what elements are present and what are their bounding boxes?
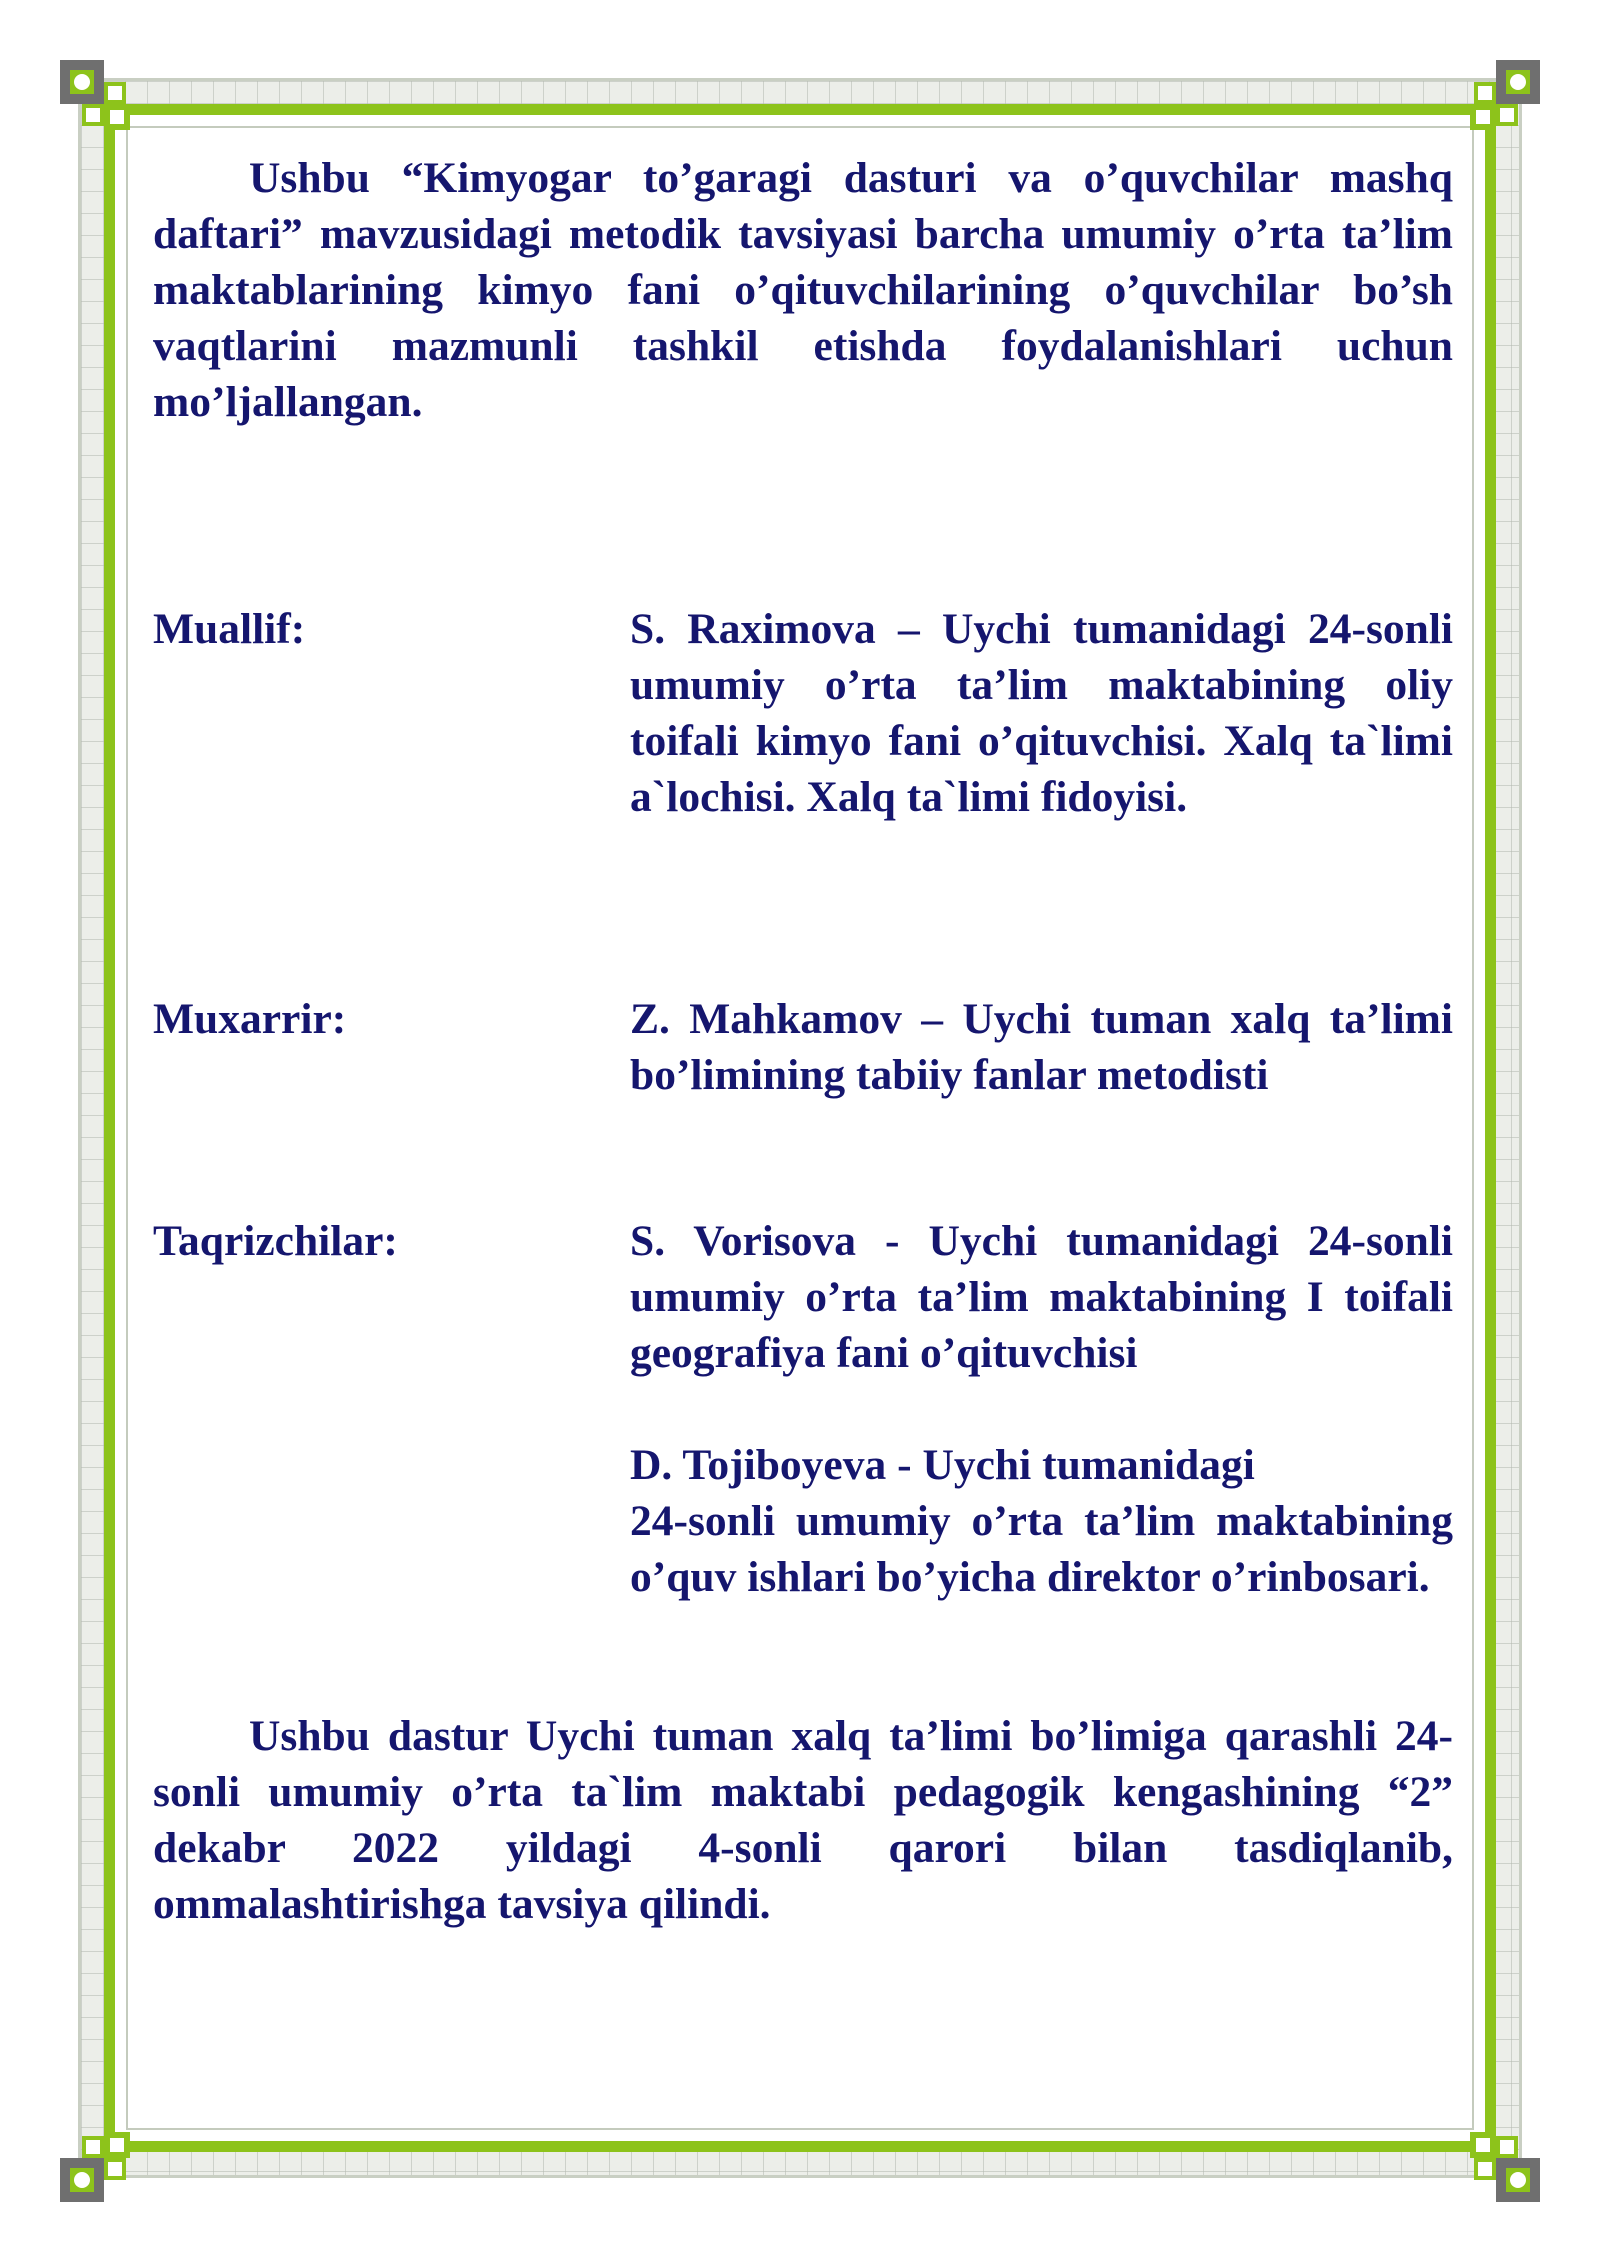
corner-ornament-icon [1450,2112,1540,2202]
corner-ornament-icon [60,2112,150,2202]
editor-description: Z. Mahkamov – Uychi tuman xalq ta’limi bo’limining tabiiy fanlar metodisti [630,995,1453,1099]
author-credit [153,601,1453,825]
reviewer-2-first-line: D. Tojiboyeva - Uychi tumanidagi [630,1441,1255,1489]
intro-paragraph: Ushbu “Kimyogar to’garagi dasturi va o’quvchilar mashq daftari” mavzusidagi metodik tavsiyasi barcha umumiy o’rta ta’lim maktablarining kimyo fani o’qituvchilarining o’quvchilar bo’sh vaqtlarini mazmunli tashkil etishda foydalanishlari uchun mo’ljallangan. [153,154,1453,426]
editor-credit [153,991,1453,1103]
reviewers-list [630,1213,1453,1605]
page-content [153,150,1453,1932]
corner-ornament-icon [60,60,150,150]
reviewer-2-description [630,1437,1453,1605]
reviewer-1-description: S. Vorisova - Uychi tumanidagi 24-sonli umumiy o’rta ta’lim maktabining I toifali geografiya fani o’qituvchisi [630,1217,1453,1377]
closing-paragraph: Ushbu dastur Uychi tuman xalq ta’limi bo’limiga qarashli 24-sonli umumiy o’rta ta`lim maktabi pedagogik kengashining “2” dekabr 2022 yildagi 4-sonli qarori bilan tasdiqlanib, ommalashtirishga tavsiya qilindi. [153,1712,1453,1928]
author-role-label: Muallif: [153,605,306,653]
author-description: S. Raximova – Uychi tumanidagi 24-sonli umumiy o’rta ta’lim maktabining oliy toifali kimyo fani o’qituvchisi. Xalq ta`limi a`lochisi. Xalq ta`limi fidoyisi. [630,605,1453,821]
reviewer-2-rest: 24-sonli umumiy o’rta ta’lim maktabining o’quv ishlari bo’yicha direktor o’rinbosari. [630,1497,1453,1601]
reviewers-credit [153,1213,1453,1605]
editor-role-label: Muxarrir: [153,995,347,1043]
reviewers-role-label: Taqrizchilar: [153,1217,398,1265]
corner-ornament-icon [1450,60,1540,150]
